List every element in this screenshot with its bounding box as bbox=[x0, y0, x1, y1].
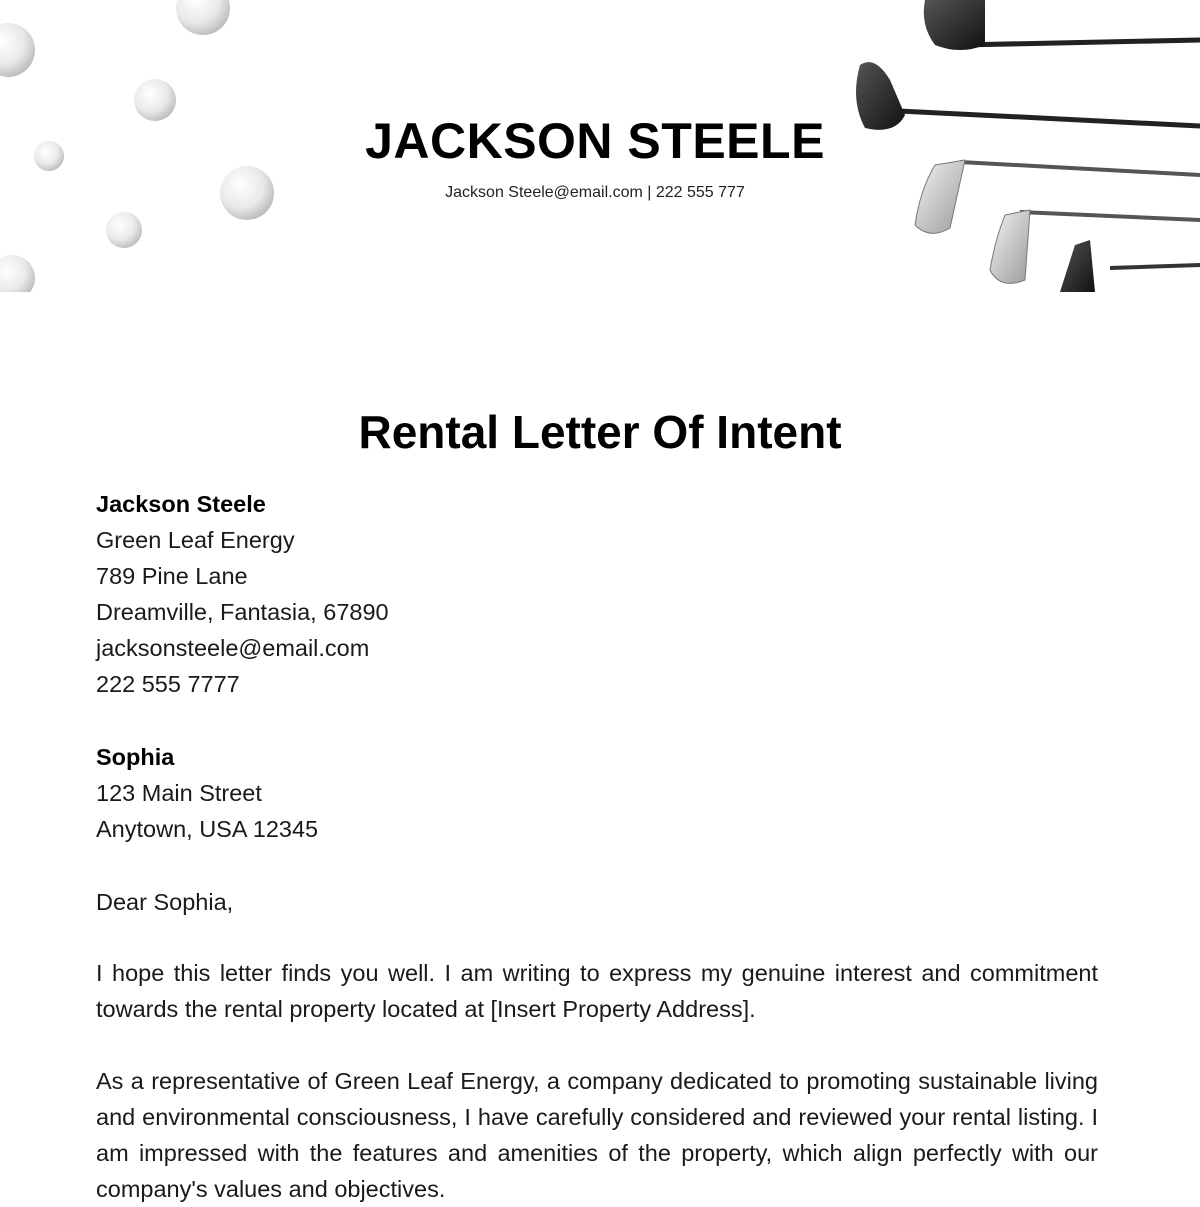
sender-phone: 222 555 7777 bbox=[96, 671, 240, 697]
recipient-city: Anytown, USA 12345 bbox=[96, 816, 319, 842]
salutation: Dear Sophia, bbox=[96, 889, 234, 915]
document-title: Rental Letter Of Intent bbox=[358, 406, 842, 458]
paragraph-2: As a representative of Green Leaf Energy, a company dedicated to promoting sustainable living and environmental consciousness, I have carefully considered and reviewed your rental listing. I am impressed with the features and amenities of the property, which align perfectly with our company's values and objectives. bbox=[96, 1068, 1098, 1202]
recipient-street: 123 Main Street bbox=[96, 780, 262, 806]
sender-city: Dreamville, Fantasia, 67890 bbox=[96, 599, 389, 625]
header-name: JACKSON STEELE bbox=[365, 113, 825, 169]
paragraph-1: I hope this letter finds you well. I am writing to express my genuine interest and commitment towards the rental property located at [Insert Property Address]. bbox=[96, 960, 1098, 1022]
sender-email: jacksonsteele@email.com bbox=[96, 635, 370, 661]
recipient-block bbox=[96, 739, 1098, 847]
sender-street: 789 Pine Lane bbox=[96, 563, 248, 589]
recipient-name: Sophia bbox=[96, 744, 175, 770]
sender-block bbox=[96, 486, 1098, 702]
sender-name: Jackson Steele bbox=[96, 491, 266, 517]
sender-company: Green Leaf Energy bbox=[96, 527, 295, 553]
header-contact: Jackson Steele@email.com | 222 555 777 bbox=[445, 184, 745, 201]
